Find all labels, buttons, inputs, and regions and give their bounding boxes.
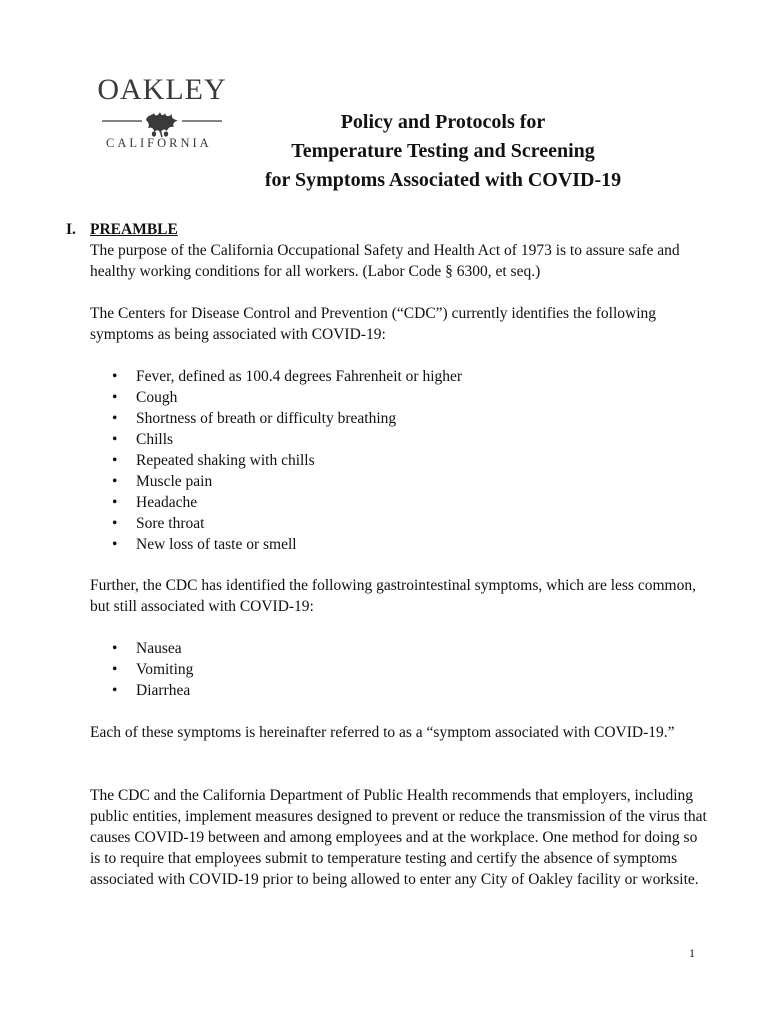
section-number: I. — [66, 221, 76, 238]
bullet-icon: • — [112, 473, 118, 490]
paragraph-recommendation: The CDC and the California Department of Public Health recommends that employers, including public entities, implement measures designed to prevent or reduce the transmission of the virus that causes COVID-19 between and among employees and at the workplace. One method for doing so is to require that employees submit to temperature testing and certify the absence of symptoms associated with COVID-19 prior to being allowed to enter any City of Oakley facility or worksite. — [90, 787, 707, 888]
page-number: 1 — [689, 946, 695, 960]
paragraph-purpose: The purpose of the California Occupational Safety and Health Act of 1973 is to assure safe and healthy working conditions for all workers. (Labor Code § 6300, et seq.) — [90, 242, 680, 280]
list-item: • Fever, defined as 100.4 degrees Fahrenheit or higher — [112, 368, 463, 385]
list-item: • Muscle pain — [112, 473, 213, 490]
list-item: • Shortness of breath or difficulty breathing — [112, 410, 397, 427]
paragraph-gi-symptoms: Further, the CDC has identified the following gastrointestinal symptoms, which are less common, but still associated with COVID-19: — [90, 577, 696, 615]
logo-wordmark: OAKLEY — [97, 73, 227, 106]
list-item: • Sore throat — [112, 515, 205, 532]
list-item: • Chills — [112, 431, 174, 448]
gi-symptom-list — [112, 638, 193, 701]
bullet-icon: • — [112, 515, 118, 532]
bullet-icon: • — [112, 368, 118, 385]
list-item: • Nausea — [112, 640, 182, 657]
list-item: • Headache — [112, 494, 198, 511]
bullet-icon: • — [112, 494, 118, 511]
bullet-icon: • — [112, 661, 118, 678]
bullet-icon: • — [112, 452, 118, 469]
paragraph-definition: Each of these symptoms is hereinafter referred to as a “symptom associated with COVID-19.” — [90, 724, 675, 741]
section-heading: PREAMBLE — [90, 221, 178, 238]
list-item: • Cough — [112, 389, 178, 406]
bullet-icon: • — [112, 389, 118, 406]
bullet-icon: • — [112, 536, 118, 553]
document-title — [200, 108, 686, 195]
paragraph-cdc-symptoms: The Centers for Disease Control and Prevention (“CDC”) currently identifies the following symptoms as being associated with COVID-19: — [90, 305, 657, 343]
list-item: • Diarrhea — [112, 682, 191, 699]
list-item: • New loss of taste or smell — [112, 536, 297, 553]
title-line-2: Temperature Testing and Screening — [291, 140, 595, 162]
bullet-icon: • — [112, 682, 118, 699]
symptom-list — [112, 366, 462, 555]
title-line-1: Policy and Protocols for — [340, 111, 546, 133]
bullet-icon: • — [112, 640, 118, 657]
logo-state: CALIFORNIA — [106, 136, 212, 150]
bullet-icon: • — [112, 410, 118, 427]
title-line-3: for Symptoms Associated with COVID-19 — [264, 169, 622, 191]
bullet-icon: • — [112, 431, 118, 448]
list-item: • Vomiting — [112, 661, 194, 678]
list-item: • Repeated shaking with chills — [112, 452, 315, 469]
